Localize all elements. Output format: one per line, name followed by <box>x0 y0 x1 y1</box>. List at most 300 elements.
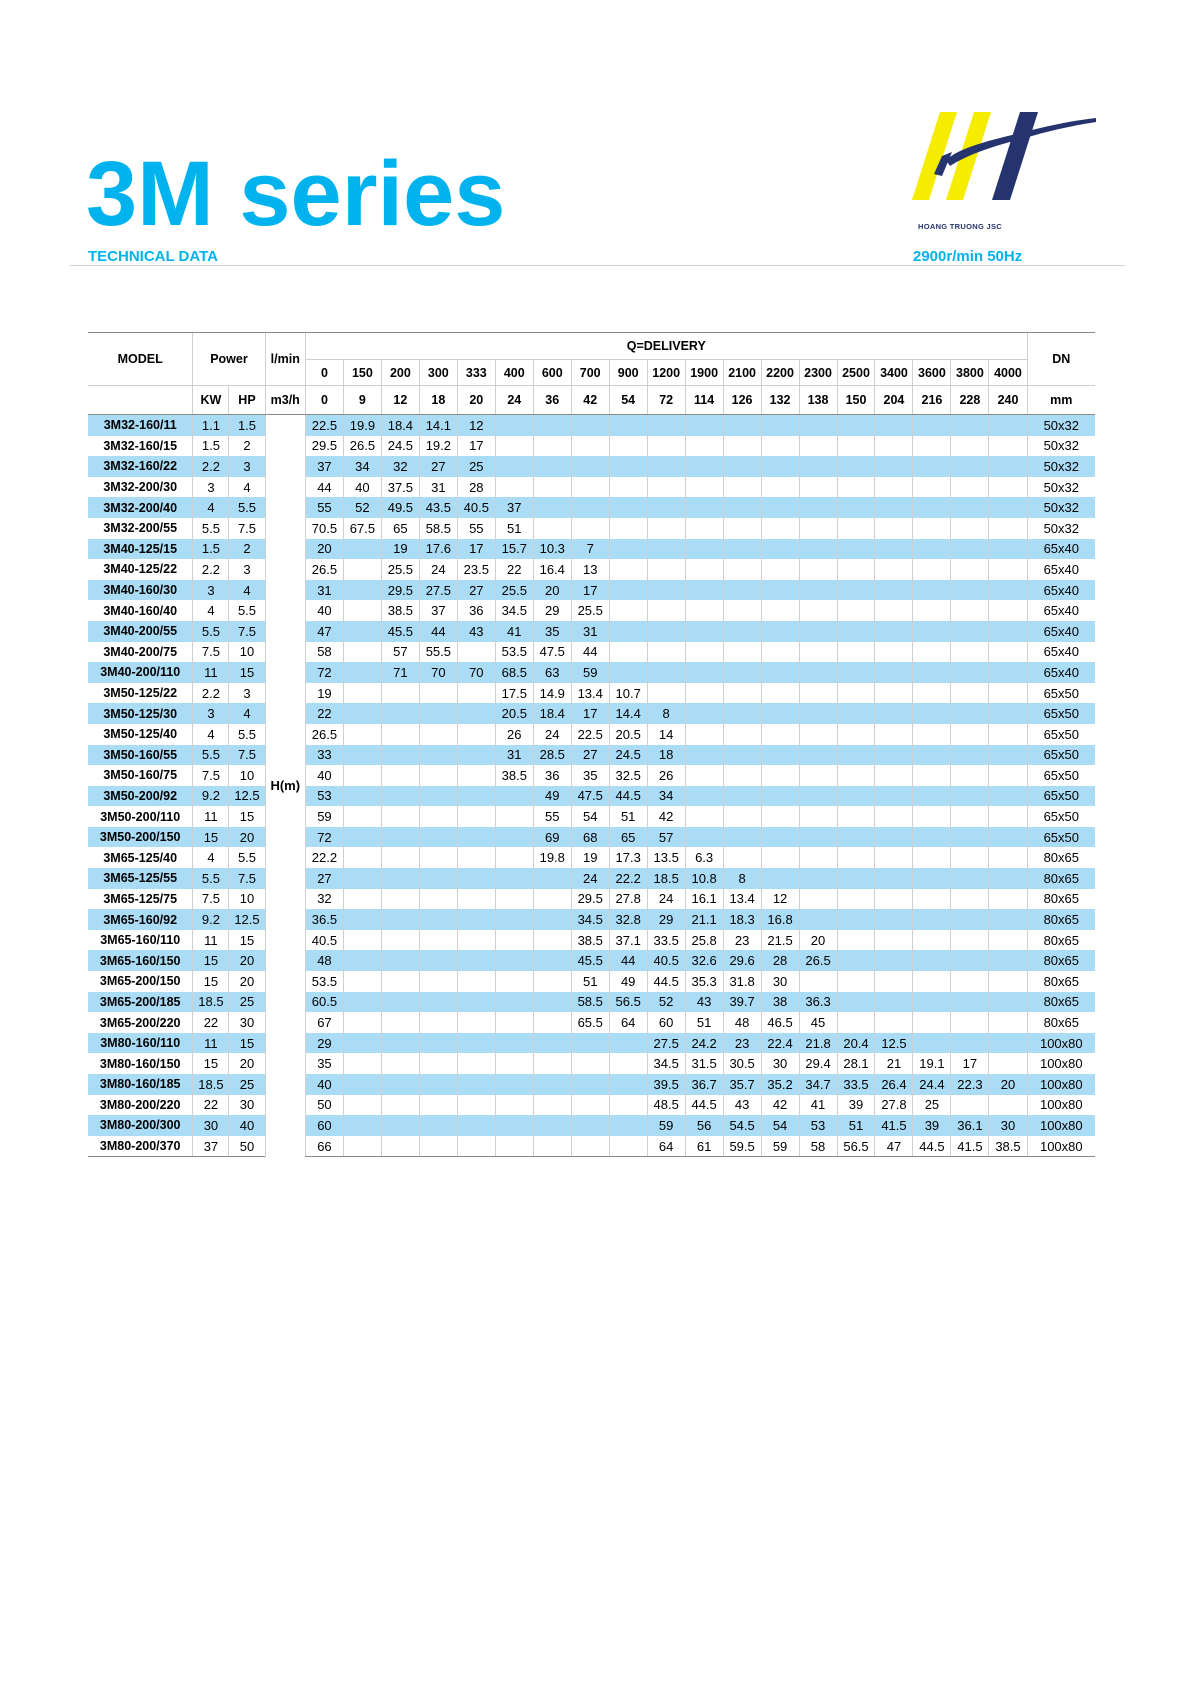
kw-cell: 2.2 <box>193 559 229 580</box>
model-cell: 3M32-160/22 <box>88 456 193 477</box>
technical-data-table <box>88 332 1095 1157</box>
kw-cell: 3 <box>193 703 229 724</box>
head-value-cell <box>457 827 495 848</box>
head-value-cell <box>457 847 495 868</box>
head-value-cell: 19 <box>571 847 609 868</box>
head-value-cell <box>381 950 419 971</box>
head-value-cell <box>609 1053 647 1074</box>
head-value-cell <box>609 1115 647 1136</box>
head-value-cell <box>723 806 761 827</box>
head-value-cell <box>913 992 951 1013</box>
head-value-cell: 16.4 <box>533 559 571 580</box>
head-value-cell: 52 <box>647 992 685 1013</box>
dn-cell: 100x80 <box>1027 1074 1095 1095</box>
q-m3h-header: 126 <box>723 386 761 415</box>
head-value-cell <box>951 539 989 560</box>
q-m3h-header: 24 <box>495 386 533 415</box>
head-value-cell <box>571 1074 609 1095</box>
head-value-cell <box>419 1095 457 1116</box>
head-value-cell <box>647 436 685 457</box>
table-row <box>88 703 1095 724</box>
q-lmin-header: 1900 <box>685 360 723 386</box>
hp-cell: 20 <box>229 950 265 971</box>
head-value-cell <box>913 436 951 457</box>
head-value-cell <box>913 559 951 580</box>
q-lmin-header: 150 <box>343 360 381 386</box>
head-value-cell <box>837 703 875 724</box>
dn-cell: 65x40 <box>1027 621 1095 642</box>
head-value-cell <box>989 477 1027 498</box>
q-lmin-header: 3400 <box>875 360 913 386</box>
head-value-cell <box>419 992 457 1013</box>
head-value-cell <box>951 436 989 457</box>
hp-cell: 30 <box>229 1012 265 1033</box>
head-value-cell <box>381 827 419 848</box>
head-value-cell <box>761 683 799 704</box>
head-value-cell <box>571 497 609 518</box>
dn-cell: 65x40 <box>1027 600 1095 621</box>
head-value-cell <box>837 765 875 786</box>
head-value-cell <box>533 889 571 910</box>
head-value-cell <box>913 868 951 889</box>
head-value-cell: 55 <box>305 497 343 518</box>
head-value-cell: 70.5 <box>305 518 343 539</box>
q-m3h-header: 150 <box>837 386 875 415</box>
table-row <box>88 930 1095 951</box>
head-value-cell <box>761 745 799 766</box>
head-value-cell <box>723 765 761 786</box>
head-value-cell <box>761 786 799 807</box>
dn-cell: 65x50 <box>1027 724 1095 745</box>
head-value-cell: 41.5 <box>951 1136 989 1157</box>
model-subheader <box>88 386 193 415</box>
hp-cell: 50 <box>229 1136 265 1157</box>
kw-cell: 2.2 <box>193 683 229 704</box>
head-value-cell: 17.3 <box>609 847 647 868</box>
head-value-cell <box>913 786 951 807</box>
table-row <box>88 847 1095 868</box>
model-cell: 3M50-125/30 <box>88 703 193 724</box>
head-value-cell: 28 <box>457 477 495 498</box>
head-value-cell <box>457 909 495 930</box>
head-value-cell: 21.5 <box>761 930 799 951</box>
model-cell: 3M50-200/150 <box>88 827 193 848</box>
head-value-cell <box>875 992 913 1013</box>
head-value-cell <box>685 600 723 621</box>
q-m3h-header: 36 <box>533 386 571 415</box>
head-value-cell <box>419 1012 457 1033</box>
head-value-cell: 34 <box>647 786 685 807</box>
head-value-cell <box>685 477 723 498</box>
kw-cell: 3 <box>193 580 229 601</box>
head-value-cell <box>951 662 989 683</box>
model-cell: 3M65-160/110 <box>100 933 181 948</box>
head-value-cell <box>989 992 1027 1013</box>
head-value-cell <box>419 868 457 889</box>
dn-cell: 80x65 <box>1027 950 1095 971</box>
kw-cell: 15 <box>193 827 229 848</box>
kw-header: KW <box>193 386 229 415</box>
head-value-cell <box>989 518 1027 539</box>
head-value-cell <box>647 415 685 436</box>
head-value-cell: 20.4 <box>837 1033 875 1054</box>
head-value-cell <box>951 1033 989 1054</box>
head-value-cell <box>381 847 419 868</box>
head-value-cell <box>609 662 647 683</box>
head-value-cell <box>837 518 875 539</box>
head-value-cell: 29 <box>647 909 685 930</box>
head-value-cell: 27 <box>419 456 457 477</box>
head-value-cell: 29 <box>305 1033 343 1054</box>
head-value-cell <box>457 642 495 663</box>
hp-cell: 2 <box>229 436 265 457</box>
head-value-cell <box>951 456 989 477</box>
head-value-cell: 65 <box>381 518 419 539</box>
model-cell: 3M65-125/40 <box>103 850 178 865</box>
head-value-cell <box>837 992 875 1013</box>
head-value-cell: 60.5 <box>305 992 343 1013</box>
table-row <box>88 559 1095 580</box>
dn-cell: 100x80 <box>1027 1053 1095 1074</box>
head-value-cell <box>761 765 799 786</box>
q-lmin-header: 4000 <box>989 360 1027 386</box>
head-value-cell: 40 <box>305 600 343 621</box>
head-value-cell <box>343 909 381 930</box>
head-value-cell <box>533 456 571 477</box>
head-value-cell <box>875 559 913 580</box>
head-value-cell: 19 <box>305 683 343 704</box>
q-m3h-header: 240 <box>989 386 1027 415</box>
head-value-cell <box>609 600 647 621</box>
head-value-cell <box>761 724 799 745</box>
head-value-cell <box>609 1136 647 1157</box>
head-value-cell <box>381 1053 419 1074</box>
head-value-cell: 47.5 <box>571 786 609 807</box>
hp-cell: 3 <box>229 559 265 580</box>
head-value-cell <box>875 868 913 889</box>
head-value-cell: 51 <box>837 1115 875 1136</box>
head-value-cell <box>761 436 799 457</box>
model-cell: 3M40-200/55 <box>88 621 193 642</box>
head-value-cell <box>419 765 457 786</box>
head-value-cell <box>951 518 989 539</box>
head-value-cell: 17 <box>571 580 609 601</box>
model-cell: 3M50-200/110 <box>100 809 181 824</box>
head-value-cell <box>799 456 837 477</box>
head-value-cell: 38.5 <box>495 765 533 786</box>
head-value-cell <box>837 539 875 560</box>
head-value-cell: 67 <box>305 1012 343 1033</box>
head-value-cell: 48.5 <box>647 1095 685 1116</box>
head-value-cell <box>951 745 989 766</box>
head-value-cell <box>989 436 1027 457</box>
head-value-cell: 35 <box>571 765 609 786</box>
dn-cell: 80x65 <box>1027 847 1095 868</box>
head-value-cell <box>875 580 913 601</box>
table-row <box>88 600 1095 621</box>
head-value-cell <box>913 889 951 910</box>
head-value-cell: 37 <box>419 600 457 621</box>
head-value-cell <box>495 889 533 910</box>
head-value-cell: 35.2 <box>761 1074 799 1095</box>
head-value-cell <box>799 909 837 930</box>
head-value-cell: 13.5 <box>647 847 685 868</box>
head-value-cell: 51 <box>571 971 609 992</box>
head-value-cell <box>381 1095 419 1116</box>
head-value-cell <box>685 745 723 766</box>
head-value-cell <box>609 642 647 663</box>
head-value-cell <box>495 1136 533 1157</box>
head-value-cell <box>571 1053 609 1074</box>
table-row <box>88 745 1095 766</box>
head-value-cell <box>343 786 381 807</box>
head-value-cell <box>647 662 685 683</box>
model-cell: 3M80-160/110 <box>88 1033 193 1054</box>
head-value-cell: 21.1 <box>685 909 723 930</box>
head-value-cell <box>533 436 571 457</box>
head-value-cell <box>989 971 1027 992</box>
head-value-cell <box>875 909 913 930</box>
head-value-cell: 42 <box>761 1095 799 1116</box>
kw-cell: 11 <box>193 662 229 683</box>
dn-cell: 80x65 <box>1027 909 1095 930</box>
head-value-cell <box>609 559 647 580</box>
model-cell: 3M65-200/150 <box>99 974 181 989</box>
head-value-cell: 53.5 <box>305 971 343 992</box>
model-cell: 3M80-160/150 <box>99 1056 181 1071</box>
head-value-cell: 70 <box>419 662 457 683</box>
head-value-cell <box>875 683 913 704</box>
head-value-cell <box>609 518 647 539</box>
head-value-cell <box>381 806 419 827</box>
head-value-cell <box>685 415 723 436</box>
hp-cell: 3 <box>229 683 265 704</box>
head-value-cell: 39 <box>913 1115 951 1136</box>
dn-cell: 100x80 <box>1027 1115 1095 1136</box>
hp-cell: 15 <box>229 662 265 683</box>
head-value-cell <box>343 600 381 621</box>
dn-cell: 80x65 <box>1027 930 1095 951</box>
head-value-cell: 64 <box>609 1012 647 1033</box>
kw-cell: 4 <box>193 724 229 745</box>
head-value-cell <box>761 580 799 601</box>
head-value-cell <box>533 518 571 539</box>
head-value-cell: 36.5 <box>305 909 343 930</box>
head-value-cell <box>685 827 723 848</box>
head-value-cell: 26.5 <box>305 724 343 745</box>
dn-cell: 80x65 <box>1027 868 1095 889</box>
head-value-cell: 67.5 <box>343 518 381 539</box>
head-value-cell: 53.5 <box>495 642 533 663</box>
head-value-cell: 27.8 <box>609 889 647 910</box>
head-value-cell: 59.5 <box>723 1136 761 1157</box>
head-value-cell: 10.7 <box>609 683 647 704</box>
head-value-cell: 48 <box>305 950 343 971</box>
head-value-cell <box>913 621 951 642</box>
head-value-cell <box>951 950 989 971</box>
head-value-cell: 24.5 <box>609 745 647 766</box>
kw-cell: 1.1 <box>193 415 229 436</box>
head-value-cell <box>723 518 761 539</box>
head-value-cell <box>419 806 457 827</box>
head-value-cell: 19.8 <box>533 847 571 868</box>
head-value-cell <box>951 889 989 910</box>
q-m3h-header: 114 <box>685 386 723 415</box>
kw-cell: 9.2 <box>193 786 229 807</box>
head-value-cell: 12 <box>761 889 799 910</box>
head-value-cell <box>799 971 837 992</box>
head-value-cell <box>837 868 875 889</box>
head-value-cell: 25.8 <box>685 930 723 951</box>
head-value-cell <box>381 765 419 786</box>
q-lmin-header: 333 <box>457 360 495 386</box>
dn-cell: 50x32 <box>1027 497 1095 518</box>
head-value-cell: 57 <box>381 642 419 663</box>
head-value-cell <box>647 642 685 663</box>
head-value-cell: 10.8 <box>685 868 723 889</box>
head-value-cell: 27.8 <box>875 1095 913 1116</box>
head-value-cell: 59 <box>647 1115 685 1136</box>
head-value-cell: 17 <box>571 703 609 724</box>
head-value-cell <box>875 786 913 807</box>
head-value-cell <box>913 765 951 786</box>
dn-header: DN <box>1027 333 1095 386</box>
head-value-cell: 38 <box>761 992 799 1013</box>
head-value-cell: 43 <box>457 621 495 642</box>
head-value-cell: 30 <box>761 971 799 992</box>
head-value-cell <box>457 806 495 827</box>
head-value-cell: 31 <box>305 580 343 601</box>
head-value-cell: 19 <box>381 539 419 560</box>
kw-cell: 22 <box>193 1095 229 1116</box>
dn-cell: 65x40 <box>1027 662 1095 683</box>
head-value-cell <box>799 786 837 807</box>
head-value-cell <box>457 1074 495 1095</box>
head-value-cell <box>723 559 761 580</box>
head-value-cell: 31 <box>571 621 609 642</box>
kw-cell: 7.5 <box>193 765 229 786</box>
hp-cell: 30 <box>229 1095 265 1116</box>
model-cell: 3M65-125/55 <box>88 868 193 889</box>
head-value-cell: 37.5 <box>381 477 419 498</box>
hp-cell: 4 <box>229 703 265 724</box>
head-value-cell <box>723 539 761 560</box>
head-value-cell: 40 <box>343 477 381 498</box>
head-value-cell <box>419 724 457 745</box>
dn-cell: 65x40 <box>1027 580 1095 601</box>
head-value-cell <box>723 436 761 457</box>
head-value-cell <box>495 930 533 951</box>
kw-cell: 11 <box>193 1033 229 1054</box>
head-value-cell <box>343 992 381 1013</box>
head-value-cell: 26.5 <box>305 559 343 580</box>
head-value-cell <box>381 1012 419 1033</box>
kw-cell: 3 <box>193 477 229 498</box>
head-value-cell <box>533 477 571 498</box>
head-value-cell <box>913 1033 951 1054</box>
hp-cell: 12.5 <box>229 786 265 807</box>
head-value-cell <box>343 765 381 786</box>
head-value-cell: 51 <box>685 1012 723 1033</box>
head-value-cell <box>685 786 723 807</box>
head-value-cell <box>495 1095 533 1116</box>
head-value-cell <box>495 971 533 992</box>
model-cell: 3M80-200/370 <box>88 1136 193 1157</box>
table-row <box>88 1012 1095 1033</box>
head-value-cell: 17 <box>457 436 495 457</box>
head-value-cell <box>875 703 913 724</box>
q-lmin-header: 2500 <box>837 360 875 386</box>
head-value-cell: 43 <box>723 1095 761 1116</box>
head-value-cell <box>799 518 837 539</box>
hp-cell: 25 <box>229 992 265 1013</box>
head-value-cell <box>837 436 875 457</box>
head-value-cell <box>875 971 913 992</box>
head-value-cell <box>685 806 723 827</box>
hp-cell: 10 <box>229 765 265 786</box>
head-value-cell <box>457 1136 495 1157</box>
model-cell: 3M65-160/150 <box>88 950 193 971</box>
head-value-cell <box>951 600 989 621</box>
head-value-cell <box>761 827 799 848</box>
table-row <box>88 662 1095 683</box>
head-value-cell: 39 <box>837 1095 875 1116</box>
head-value-cell <box>913 909 951 930</box>
head-value-cell: 69 <box>533 827 571 848</box>
head-value-cell <box>457 724 495 745</box>
head-value-cell: 34.5 <box>647 1053 685 1074</box>
head-value-cell <box>875 847 913 868</box>
head-value-cell: 10.3 <box>533 539 571 560</box>
hp-cell: 7.5 <box>229 868 265 889</box>
head-value-cell <box>989 868 1027 889</box>
head-value-cell: 22.5 <box>571 724 609 745</box>
head-value-cell: 72 <box>305 662 343 683</box>
head-value-cell: 53 <box>305 786 343 807</box>
head-value-cell <box>723 847 761 868</box>
head-value-cell: 37.1 <box>609 930 647 951</box>
head-value-cell <box>913 456 951 477</box>
q-lmin-header: 600 <box>533 360 571 386</box>
head-value-cell <box>343 950 381 971</box>
head-value-cell <box>381 909 419 930</box>
head-value-cell: 34.5 <box>571 909 609 930</box>
head-value-cell: 33.5 <box>837 1074 875 1095</box>
q-m3h-header: 9 <box>343 386 381 415</box>
head-value-cell: 24 <box>647 889 685 910</box>
hp-header: HP <box>229 386 265 415</box>
head-value-cell <box>799 889 837 910</box>
head-value-cell <box>381 745 419 766</box>
head-value-cell <box>457 1012 495 1033</box>
head-value-cell: 22 <box>495 559 533 580</box>
head-value-cell: 64 <box>647 1136 685 1157</box>
head-value-cell <box>913 745 951 766</box>
dn-cell: 50x32 <box>1027 456 1095 477</box>
head-value-cell <box>571 1095 609 1116</box>
head-value-cell <box>723 703 761 724</box>
head-value-cell <box>875 477 913 498</box>
head-value-cell <box>989 621 1027 642</box>
head-value-cell <box>381 971 419 992</box>
head-value-cell <box>495 1033 533 1054</box>
head-value-cell: 20.5 <box>609 724 647 745</box>
kw-cell: 7.5 <box>193 642 229 663</box>
head-value-cell <box>647 539 685 560</box>
head-value-cell <box>951 642 989 663</box>
head-value-cell: 61 <box>685 1136 723 1157</box>
head-value-cell: 18.5 <box>647 868 685 889</box>
